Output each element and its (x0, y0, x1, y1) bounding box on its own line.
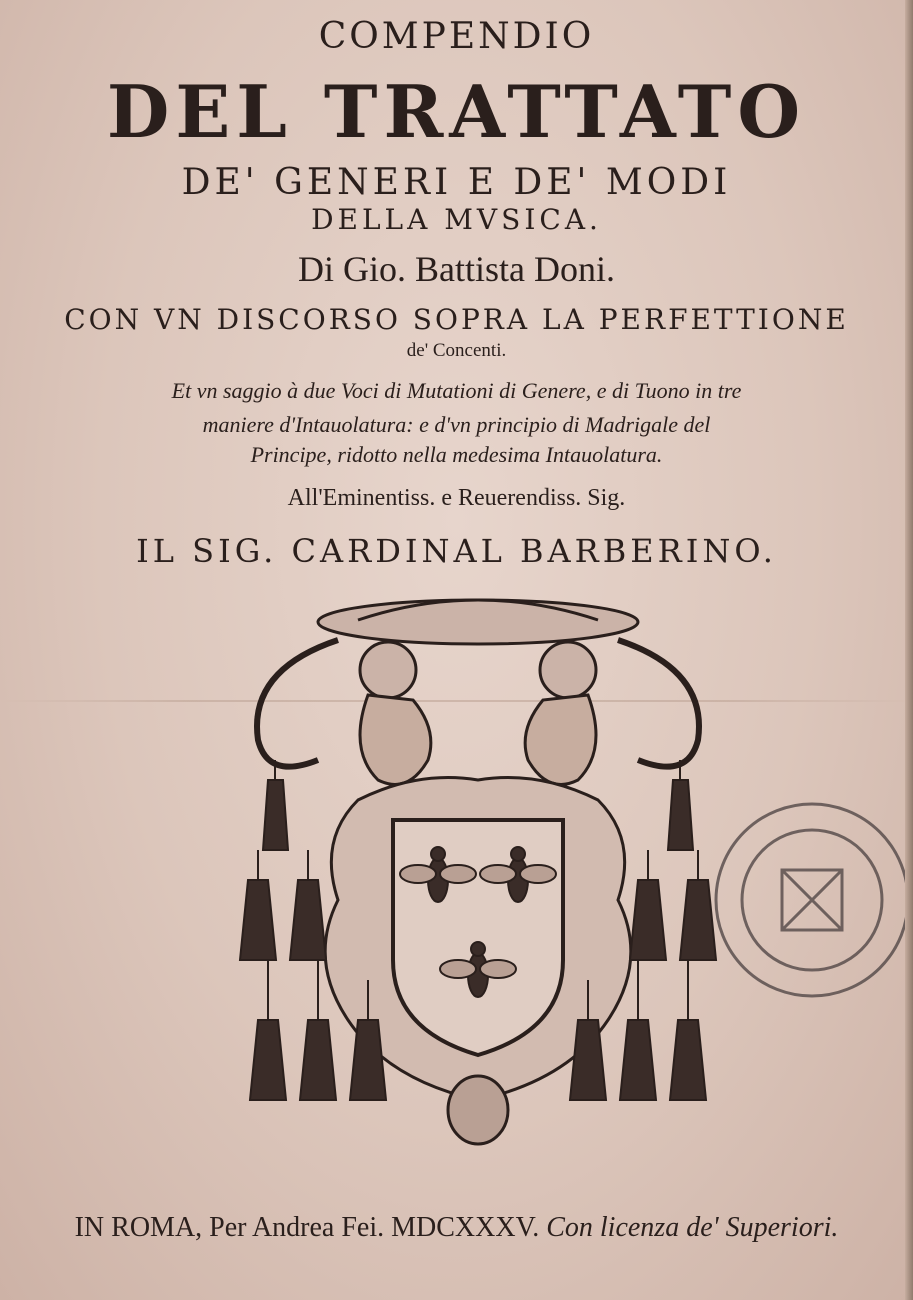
coat-of-arms-icon (228, 580, 728, 1180)
title-line-generi-modi: DE' GENERI E DE' MODI (181, 162, 732, 203)
subtitle-line-2: maniere d'Intauolatura: e d'vn principio di Madrigale del (202, 412, 711, 437)
imprint-place-printer-date: IN ROMA, Per Andrea Fei. MDCXXXV. (74, 1212, 540, 1243)
title-line-musica: DELLA MVSICA. (311, 203, 602, 236)
imprint-line (0, 1212, 913, 1244)
dedication-line: All'Eminentiss. e Reuerendiss. Sig. (287, 485, 626, 511)
author-line: Di Gio. Battista Doni. (298, 249, 615, 289)
subtitle-line-1: Et vn saggio à due Voci di Mutationi di Genere, e di Tuono in tre (171, 378, 742, 403)
title-line-del-trattato: DEL TRATTATO (106, 69, 807, 154)
title-line-compendio: COMPENDIO (318, 16, 595, 57)
concenti-line: de' Concenti. (406, 340, 507, 361)
library-stamp-icon (712, 790, 912, 1010)
imprint-license: Con licenza de' Superiori. (546, 1212, 839, 1243)
subtitle-line-3: Principe, ridotto nella medesima Intauolatura. (250, 442, 663, 467)
discorso-line: CON VN DISCORSO SOPRA LA PERFETTIONE (64, 303, 849, 336)
dedicatee-line: IL SIG. CARDINAL BARBERINO. (136, 532, 777, 570)
